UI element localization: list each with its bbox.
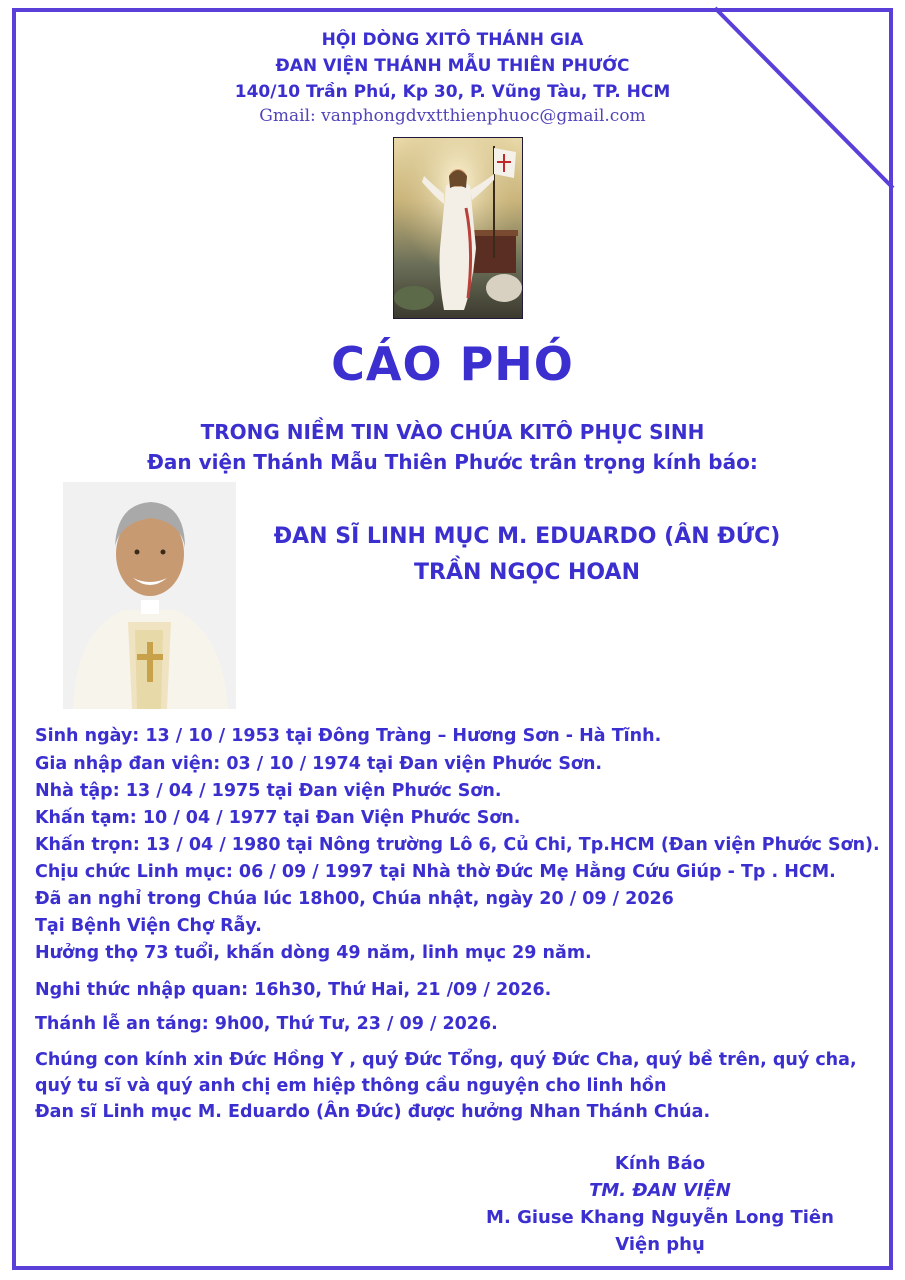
signature-kinh-bao: Kính Báo xyxy=(614,1153,706,1174)
header-monastery-name: ĐAN VIỆN THÁNH MẪU THIÊN PHƯỚC xyxy=(275,56,630,76)
page-title: CÁO PHÓ xyxy=(331,337,574,391)
detail-ordination: Chịu chức Linh mục: 06 / 09 / 1997 tại Nhà thờ Đức Mẹ Hằng Cứu Giúp - Tp . HCM. xyxy=(35,862,836,882)
detail-death-place: Tại Bệnh Viện Chợ Rẫy. xyxy=(35,916,262,936)
header-order-name: HỘI DÒNG XITÔ THÁNH GIA xyxy=(321,30,584,50)
detail-novitiate: Nhà tập: 13 / 04 / 1975 tại Đan viện Phước Sơn. xyxy=(35,781,502,801)
detail-age: Hưởng thọ 73 tuổi, khấn dòng 49 năm, linh mục 29 năm. xyxy=(35,943,592,963)
detail-death: Đã an nghỉ trong Chúa lúc 18h00, Chúa nhật, ngày 20 / 09 / 2026 xyxy=(35,889,674,909)
schedule-wake: Nghi thức nhập quan: 16h30, Thứ Hai, 21 /09 / 2026. xyxy=(35,980,552,1000)
detail-solemn-vows: Khấn trọn: 13 / 04 / 1980 tại Nông trường Lô 6, Củ Chi, Tp.HCM (Đan viện Phước Sơn). xyxy=(35,835,880,855)
signature-on-behalf: TM. ĐAN VIỆN xyxy=(589,1180,731,1201)
deceased-portrait xyxy=(63,482,236,709)
schedule-funeral: Thánh lễ an táng: 9h00, Thứ Tư, 23 / 09 / 2026. xyxy=(35,1014,498,1034)
detail-temporary-vows: Khấn tạm: 10 / 04 / 1977 tại Đan Viện Phước Sơn. xyxy=(35,808,521,828)
detail-entry: Gia nhập đan viện: 03 / 10 / 1974 tại Đan viện Phước Sơn. xyxy=(35,754,603,774)
prayer-line-3: Đan sĩ Linh mục M. Eduardo (Ân Đức) được hưởng Nhan Thánh Chúa. xyxy=(35,1102,711,1122)
subtitle-faith: TRONG NIỀM TIN VÀO CHÚA KITÔ PHỤC SINH xyxy=(200,420,705,444)
signature-name: M. Giuse Khang Nguyễn Long Tiên xyxy=(486,1207,834,1228)
subtitle-announcement: Đan viện Thánh Mẫu Thiên Phước trân trọng kính báo: xyxy=(147,450,758,474)
detail-birth: Sinh ngày: 13 / 10 / 1953 tại Đông Tràng – Hương Sơn - Hà Tĩnh. xyxy=(35,726,662,746)
deceased-title-name: ĐAN SĨ LINH MỤC M. EDUARDO (ÂN ĐỨC) xyxy=(273,524,781,549)
prayer-line-1: Chúng con kính xin Đức Hồng Y , quý Đức Tổng, quý Đức Cha, quý bề trên, quý cha, xyxy=(35,1050,857,1070)
header-address: 140/10 Trần Phú, Kp 30, P. Vũng Tàu, TP. HCM xyxy=(234,82,671,102)
deceased-full-name: TRẦN NGỌC HOAN xyxy=(414,560,640,585)
signature-role: Viện phụ xyxy=(615,1234,705,1255)
header-email: Gmail: vanphongdvxtthienphuoc@gmail.com xyxy=(259,106,646,126)
prayer-line-2: quý tu sĩ và quý anh chị em hiệp thông cầu nguyện cho linh hồn xyxy=(35,1076,667,1096)
risen-christ-image xyxy=(393,137,523,319)
